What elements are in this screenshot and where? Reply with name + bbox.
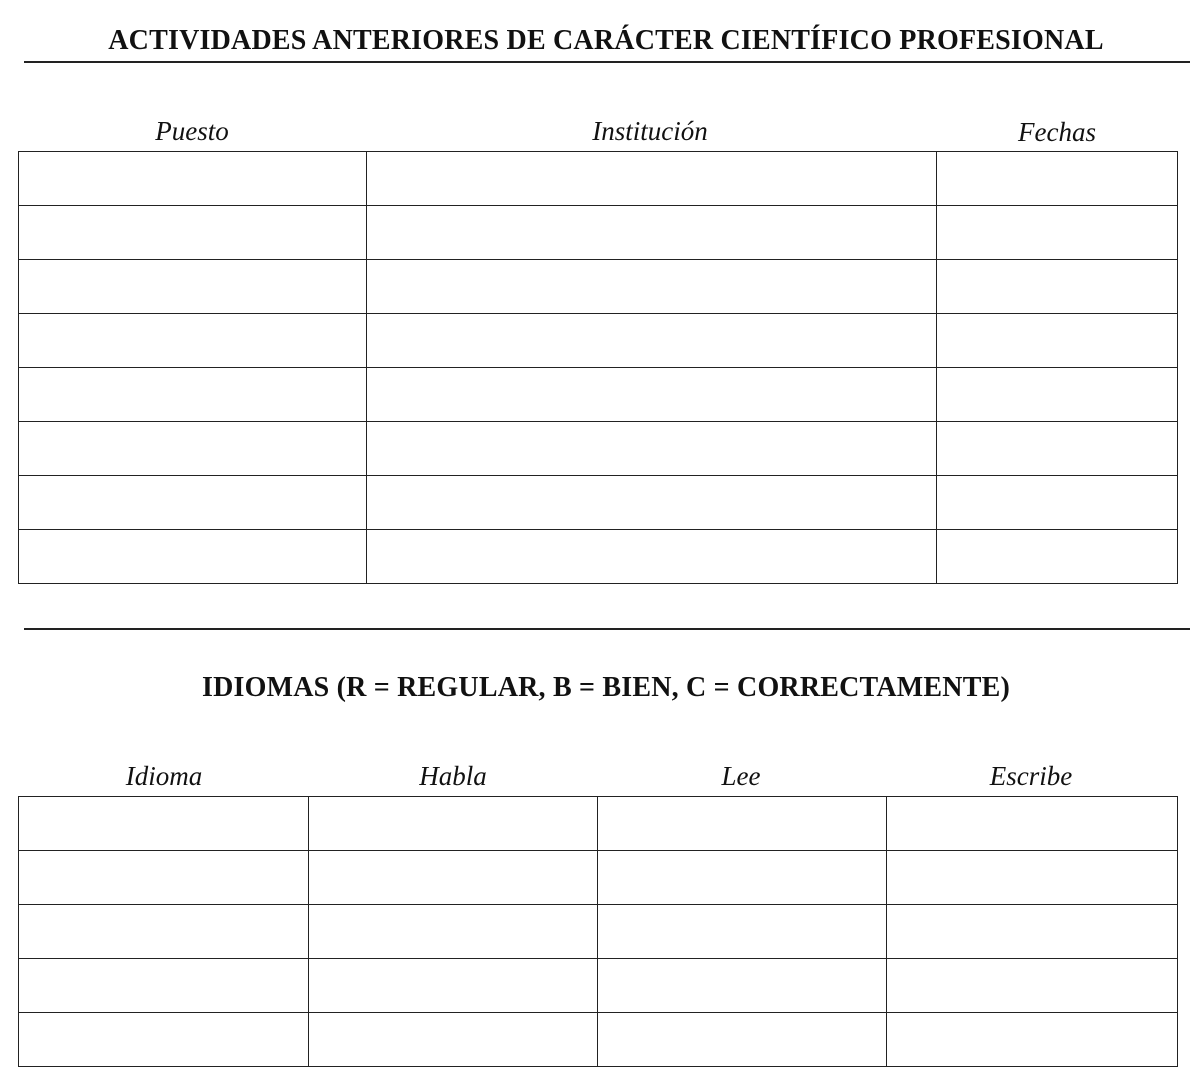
activities-row [19, 314, 1178, 368]
activities-cell-institucion[interactable] [367, 152, 937, 206]
activities-cell-puesto[interactable] [19, 422, 367, 476]
languages-cell-idioma[interactable] [19, 959, 309, 1013]
activities-row [19, 152, 1178, 206]
languages-cell-lee[interactable] [598, 1013, 887, 1067]
activities-cell-puesto[interactable] [19, 152, 367, 206]
activities-cell-fechas[interactable] [937, 314, 1178, 368]
activities-table [18, 151, 1178, 584]
title-underline [24, 61, 1190, 63]
languages-cell-escribe[interactable] [887, 797, 1178, 851]
column-header-lee: Lee [721, 761, 761, 791]
activities-cell-fechas[interactable] [937, 422, 1178, 476]
languages-cell-idioma[interactable] [19, 797, 309, 851]
languages-cell-escribe[interactable] [887, 1013, 1178, 1067]
activities-cell-puesto[interactable] [19, 314, 367, 368]
languages-section-title: IDIOMAS (R = REGULAR, B = BIEN, C = CORRECTAMENTE) [202, 672, 1010, 703]
activities-cell-institucion[interactable] [367, 368, 937, 422]
languages-cell-lee[interactable] [598, 797, 887, 851]
languages-cell-lee[interactable] [598, 905, 887, 959]
column-header-institucion: Institución [592, 116, 708, 146]
column-header-escribe: Escribe [989, 761, 1073, 791]
section-divider [24, 628, 1190, 630]
languages-row [19, 1013, 1178, 1067]
languages-cell-habla[interactable] [309, 905, 598, 959]
activities-row [19, 422, 1178, 476]
languages-row [19, 905, 1178, 959]
activities-cell-institucion[interactable] [367, 314, 937, 368]
activities-cell-puesto[interactable] [19, 260, 367, 314]
activities-cell-fechas[interactable] [937, 476, 1178, 530]
activities-cell-puesto[interactable] [19, 476, 367, 530]
activities-row [19, 260, 1178, 314]
activities-row [19, 206, 1178, 260]
activities-section-title: ACTIVIDADES ANTERIORES DE CARÁCTER CIENTÍFICO PROFESIONAL [108, 25, 1104, 56]
activities-cell-institucion[interactable] [367, 260, 937, 314]
activities-row [19, 368, 1178, 422]
languages-cell-idioma[interactable] [19, 1013, 309, 1067]
activities-cell-institucion[interactable] [367, 422, 937, 476]
column-header-puesto: Puesto [155, 116, 229, 146]
column-header-fechas: Fechas [1018, 117, 1096, 147]
languages-table [18, 796, 1178, 1067]
languages-row [19, 851, 1178, 905]
languages-cell-escribe[interactable] [887, 959, 1178, 1013]
activities-cell-institucion[interactable] [367, 476, 937, 530]
activities-row [19, 476, 1178, 530]
languages-cell-habla[interactable] [309, 851, 598, 905]
activities-cell-puesto[interactable] [19, 206, 367, 260]
languages-cell-habla[interactable] [309, 1013, 598, 1067]
activities-cell-puesto[interactable] [19, 368, 367, 422]
languages-cell-escribe[interactable] [887, 851, 1178, 905]
activities-cell-institucion[interactable] [367, 530, 937, 584]
activities-cell-puesto[interactable] [19, 530, 367, 584]
languages-cell-habla[interactable] [309, 797, 598, 851]
languages-cell-lee[interactable] [598, 959, 887, 1013]
activities-cell-fechas[interactable] [937, 152, 1178, 206]
languages-cell-lee[interactable] [598, 851, 887, 905]
languages-cell-idioma[interactable] [19, 905, 309, 959]
activities-cell-fechas[interactable] [937, 530, 1178, 584]
languages-cell-escribe[interactable] [887, 905, 1178, 959]
languages-row [19, 959, 1178, 1013]
activities-cell-fechas[interactable] [937, 260, 1178, 314]
activities-cell-institucion[interactable] [367, 206, 937, 260]
languages-cell-idioma[interactable] [19, 851, 309, 905]
languages-cell-habla[interactable] [309, 959, 598, 1013]
column-header-idioma: Idioma [125, 761, 203, 791]
activities-row [19, 530, 1178, 584]
activities-cell-fechas[interactable] [937, 206, 1178, 260]
activities-cell-fechas[interactable] [937, 368, 1178, 422]
languages-row [19, 797, 1178, 851]
column-header-habla: Habla [419, 761, 487, 791]
